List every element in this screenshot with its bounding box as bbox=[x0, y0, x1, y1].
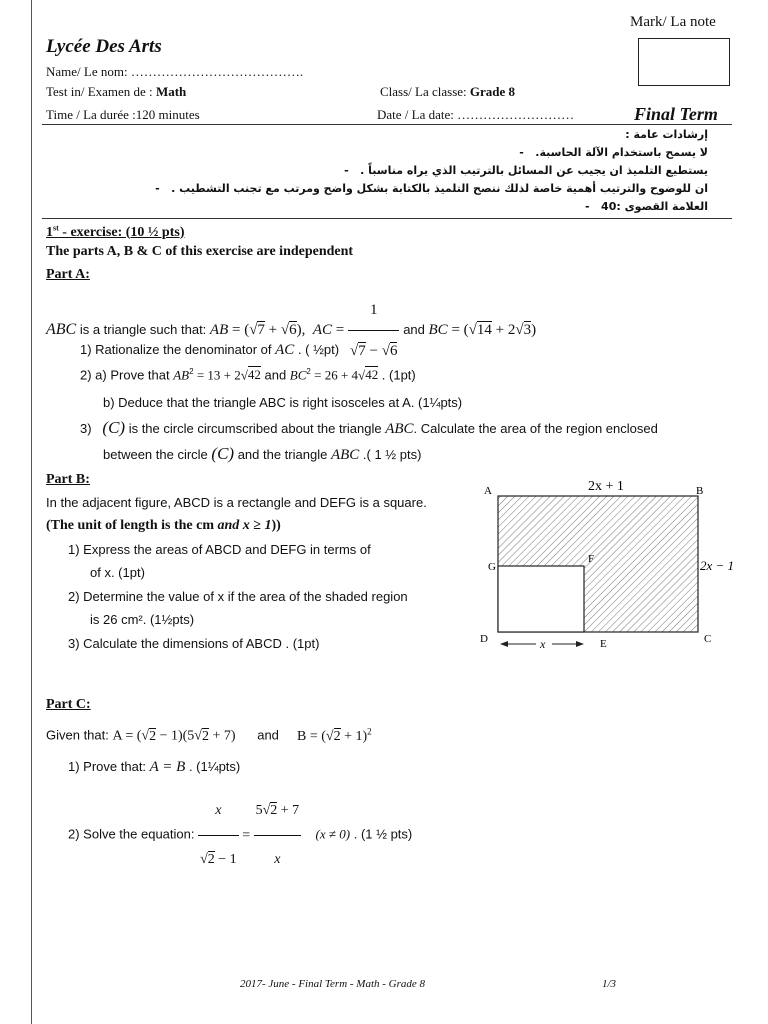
footer-text: 2017- June - Final Term - Math - Grade 8 bbox=[240, 978, 426, 990]
part-a-q3-line2: between the circle (C) and the triangle ABC .( 1 ½ pts) bbox=[103, 444, 422, 463]
part-c-q1: 1) Prove that: A = B . (1¼pts) bbox=[68, 759, 241, 775]
part-b-q1: 1) Express the areas of ABCD and DEFG in terms of bbox=[68, 542, 371, 557]
arrow-right-head bbox=[576, 641, 584, 647]
part-b-q2: 2) Determine the value of x if the area of the shaded region bbox=[68, 589, 408, 604]
part-c-given: Given that: A = (√2 − 1)(5√2 + 7) and $B = (√2 + 1)^2$ bbox=[46, 726, 372, 744]
part-b-q2b: is 26 cm². (1½pts) bbox=[90, 612, 195, 627]
part-b-unit: (The unit of length is the cm and x ≥ 1)) bbox=[46, 518, 281, 533]
part-a-title: Part A: bbox=[46, 267, 90, 282]
header-divider bbox=[42, 124, 732, 125]
instructions-title: إرشادات عامة : bbox=[625, 128, 708, 141]
rectangle-square-figure bbox=[470, 470, 750, 660]
label-e: E bbox=[600, 638, 607, 650]
label-c: C bbox=[704, 633, 712, 645]
class-value: Grade 8 bbox=[469, 84, 516, 99]
name-line: Name/ Le nom: …………………………………. bbox=[46, 64, 304, 79]
date-line: Date / La date: ……………………… bbox=[377, 107, 575, 122]
label-b: B bbox=[696, 485, 704, 497]
top-dimension-label: 2x + 1 bbox=[588, 479, 624, 494]
part-b-intro: In the adjacent figure, ABCD is a rectangle and DEFG is a square. bbox=[46, 495, 427, 510]
part-a-q2b: b) Deduce that the triangle ABC is right isosceles at A. (1¼pts) bbox=[103, 395, 463, 410]
right-dimension-label: 2x − 1 bbox=[700, 558, 735, 573]
label-d: D bbox=[480, 633, 488, 645]
instructions-divider bbox=[42, 218, 732, 219]
part-b-q1b: of x. (1pt) bbox=[90, 565, 145, 580]
part-a-intro: ABC is a triangle such that: AB = (√7 + √6), AC = $\frac{1}{√7 - √6}$ and BC = (√14 + 2√3) bbox=[46, 290, 536, 330]
class-prefix: Class/ La classe: bbox=[380, 84, 467, 99]
class-line bbox=[380, 84, 515, 100]
label-g: G bbox=[488, 561, 496, 573]
part-b-q3: 3) Calculate the dimensions of ABCD . (1pt) bbox=[68, 636, 320, 651]
exercise-title: 1st - exercise: (10 ½ pts) bbox=[46, 223, 185, 240]
instruction-item: لا يسمح باستخدام الآلة الحاسبة. - bbox=[519, 146, 708, 159]
mark-box bbox=[638, 38, 730, 86]
exercise-independent-note: The parts A, B & C of this exercise are independent bbox=[46, 244, 354, 259]
mark-label: Mark/ La note bbox=[630, 14, 716, 30]
instruction-item: العلامة القصوى :40 - bbox=[584, 200, 708, 213]
instruction-item: ان للوضوح والترتيب أهمية خاصة لذلك ننصح التلميذ بالكتابة بشكل واضح ومرتب مع تجنب التشطيب . - bbox=[155, 182, 708, 195]
label-f: F bbox=[588, 553, 595, 565]
instruction-item: يستطيع التلميذ ان يجيب عن المسائل بالترتيب الذي يراه مناسباً . - bbox=[344, 164, 708, 177]
test-prefix: Test in/ Examen de : bbox=[46, 84, 153, 99]
arrow-left-head bbox=[500, 641, 508, 647]
square-defg bbox=[498, 566, 584, 632]
left-margin-rule bbox=[31, 0, 32, 1024]
part-a-q2a: 2) a) Prove that $AB^2 = 13 + 2√42$ and $BC^2 = 26 + 4√42$ . (1pt) bbox=[80, 367, 416, 383]
label-a: A bbox=[484, 485, 492, 497]
test-subject: Math bbox=[155, 84, 187, 99]
term-label: Final Term bbox=[634, 104, 718, 124]
part-a-q1: 1) Rationalize the denominator of AC . ( ½pt) bbox=[80, 342, 340, 358]
test-line bbox=[46, 84, 186, 100]
part-c-title: Part C: bbox=[46, 697, 91, 712]
school-name: Lycée Des Arts bbox=[46, 36, 162, 57]
part-a-q3: 3) (C) is the circle circumscribed about the triangle ABC. Calculate the area of the region enclosed bbox=[80, 418, 658, 437]
part-c-q2: 2) Solve the equation: $\frac{x}{√2 - 1}$ = $\frac{5√2 + 7}{x}$ (x ≠ 0) . (1 ½ pts) bbox=[68, 787, 412, 835]
page-number: 1/3 bbox=[602, 978, 617, 990]
part-b-title: Part B: bbox=[46, 472, 90, 487]
time-line: Time / La durée :120 minutes bbox=[46, 107, 200, 122]
bottom-dimension-label: x bbox=[540, 637, 546, 651]
